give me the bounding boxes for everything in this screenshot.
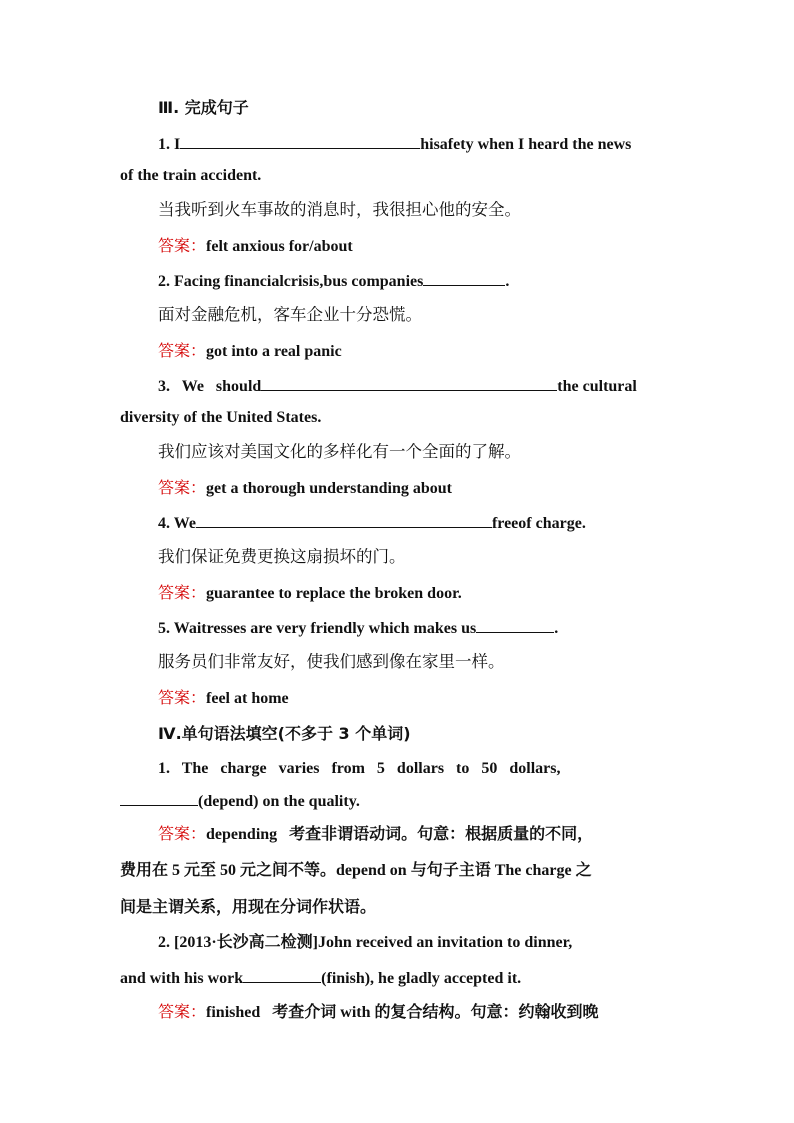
q2-answer [158,340,674,363]
q3-suffix: the cultural [557,378,637,395]
question-2 [158,270,674,293]
q5-chinese: 服务员们非常友好，使我们感到像在家里一样。 [158,652,505,671]
g2-answer [158,1001,674,1024]
q2-chinese: 面对金融危机，客车企业十分恐慌。 [158,305,422,324]
question-1 [158,133,674,156]
answer-label: 答案： [158,236,207,255]
answer-label: 答案： [158,688,207,707]
answer-label: 答案： [158,583,207,602]
q1-answer-text: felt anxious for/about [206,238,353,255]
answer-label: 答案： [158,478,207,497]
grammar-1-line1: 1. The charge varies from 5 dollars to 50 dollars, [158,760,561,777]
g1-blank[interactable] [120,790,198,806]
q2-blank[interactable] [423,270,505,286]
answer-label: 答案： [158,1002,207,1021]
q1-continuation: of the train accident. [120,167,262,184]
q4-blank[interactable] [196,512,492,528]
q3-continuation: diversity of the United States. [120,409,322,426]
q5-answer [158,687,674,710]
q4-chinese: 我们保证免费更换这扇损坏的门。 [158,547,406,566]
q4-answer [158,582,674,605]
q3-blank[interactable] [261,375,557,391]
q2-prefix: 2. Facing financial [158,273,284,290]
g2-explanation-1: finished 考查介词 with 的复合结构。句意：约翰收到晚 [206,1004,599,1021]
q5-answer-text: feel at home [206,690,289,707]
q1-answer [158,235,674,258]
q1-blank[interactable] [180,133,420,149]
section-3-title: Ⅲ. 完成句子 [158,98,249,117]
answer-label: 答案： [158,341,207,360]
q2-middle: crisis,bus companies [283,273,424,290]
question-5 [158,617,674,640]
q4-suffix: freeof charge. [491,515,586,532]
g2-suffix: (finish), he gladly accepted it. [321,970,522,987]
q2-suffix: . [505,273,510,290]
g1-answer [158,823,674,846]
q3-answer [158,477,674,500]
q3-answer-text: get a thorough understanding about [206,480,452,497]
grammar-2-line1: 2. [2013·长沙高二检测]John received an invitation to dinner, [158,934,573,951]
g1-explanation-1: depending 考查非谓语动词。句意：根据质量的不同， [206,826,594,843]
q1-suffix: hisafety when I heard the news [420,136,632,153]
g1-explanation-3: 间是主谓关系，用现在分词作状语。 [120,899,377,916]
question-3 [158,375,674,398]
grammar-1-line2 [120,790,674,813]
q5-blank[interactable] [476,617,554,633]
g2-prefix: and with his work [120,970,244,987]
grammar-2-line2 [120,967,674,990]
q4-prefix: 4. We [158,515,196,532]
q4-answer-text: guarantee to replace the broken door. [206,585,462,602]
answer-label: 答案： [158,824,207,843]
section-4-title: Ⅳ.单句语法填空(不多于 3 个单词) [158,724,411,743]
g2-blank[interactable] [243,967,321,983]
q2-answer-text: got into a real panic [206,343,342,360]
q5-suffix: . [554,620,559,637]
q3-chinese: 我们应该对美国文化的多样化有一个全面的了解。 [158,442,521,461]
q5-prefix: 5. Waitresses are very friendly which makes us [158,620,477,637]
g1-explanation-2: 费用在 5 元至 50 元之间不等。depend on 与句子主语 The charge 之 [120,862,592,879]
q3-prefix: 3. We should [158,378,262,395]
question-4 [158,512,674,535]
q1-chinese: 当我听到火车事故的消息时，我很担心他的安全。 [158,200,521,219]
q1-prefix: 1. I [158,136,181,153]
g1-suffix: (depend) on the quality. [198,793,360,810]
